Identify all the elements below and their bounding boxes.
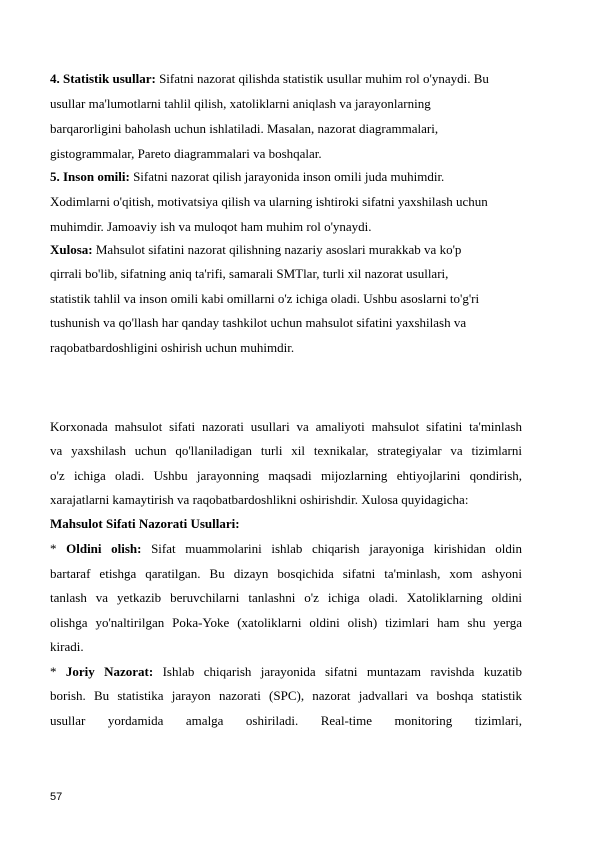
bullet: *	[50, 541, 57, 556]
item-text: Sifatni nazorat qilish jarayonida inson omili juda muhimdir.	[129, 169, 445, 184]
intro-paragraph-line: Korxonada mahsulot sifati nazorati usullari va amaliyoti mahsulot sifatini ta'minlash	[50, 419, 522, 434]
page-number: 57	[50, 791, 63, 803]
item-label: 5. Inson omili:	[50, 169, 130, 184]
text-line: tanlash va yetkazib beruvchilarni tanlashni o'z ichiga oladi. Xatoliklarning oldini	[50, 590, 522, 605]
conclusion-paragraph	[50, 242, 461, 258]
conclusion-label: Xulosa:	[50, 242, 93, 257]
text-line: Xodimlarni o'qitish, motivatsiya qilish va ularning ishtiroki sifatni yaxshilash uchun	[50, 194, 488, 209]
conclusion-text: Mahsulot sifatini nazorat qilishning nazariy asoslari murakkab va ko'p	[92, 242, 462, 257]
intro-paragraph-line: va yaxshilash uchun qo'llaniladigan turli xil texnikalar, strategiyalar va tizimlarni	[50, 443, 522, 458]
text-line: kiradi.	[50, 639, 84, 654]
text-line: qirrali bo'lib, sifatning aniq ta'rifi, samarali SMTlar, turli xil nazorat usullari,	[50, 266, 449, 281]
section-heading: Mahsulot Sifati Nazorati Usullari:	[50, 516, 240, 531]
text-line: gistogrammalar, Pareto diagrammalari va boshqalar.	[50, 146, 322, 161]
text-line: bartaraf etishga qaratilgan. Bu dizayn bosqichida sifatni ta'minlash, xom ashyoni	[50, 566, 522, 581]
text-line: borish. Bu statistika jarayon nazorati (SPC), nazorat jadvallari va boshqa statistik	[50, 688, 522, 703]
item-label: Oldini olish:	[66, 541, 142, 556]
bullet: *	[50, 664, 57, 679]
item-text: Sifat muammolarini ishlab chiqarish jarayoniga kirishidan oldin	[151, 541, 523, 556]
methods-item-statistical	[50, 71, 489, 87]
intro-paragraph-line: xarajatlarni kamaytirish va raqobatbardoshlikni oshirishdir. Xulosa quyidagicha:	[50, 492, 469, 507]
item-label: 4. Statistik usullar:	[50, 71, 156, 86]
list-item-current-control	[50, 664, 522, 680]
text-line: olishga yo'naltirilgan Poka-Yoke (xatoliklarni oldini olish) tizimlari ham shu yerga	[50, 615, 522, 630]
intro-paragraph-line: o'z ichiga oladi. Ushbu jarayonning maqsadi mijozlarning ehtiyojlarini qondirish,	[50, 468, 522, 483]
text-line: raqobatbardoshligini oshirish uchun muhimdir.	[50, 340, 295, 355]
text-line: muhimdir. Jamoaviy ish va muloqot ham muhim rol o'ynaydi.	[50, 219, 372, 234]
item-label: Joriy Nazorat:	[65, 664, 154, 679]
text-line: barqarorligini baholash uchun ishlatiladi. Masalan, nazorat diagrammalari,	[50, 121, 439, 136]
item-text: Ishlab chiqarish jarayonida sifatni muntazam ravishda kuzatib	[162, 664, 523, 679]
text-line: statistik tahlil va inson omili kabi omillarni o'z ichiga oladi. Ushbu asoslarni to'g'ri	[50, 291, 480, 306]
list-item-prevention	[50, 541, 522, 557]
methods-item-human-factor	[50, 169, 444, 185]
text-line: usullar yordamida amalga oshiriladi. Real-time monitoring tizimlari,	[50, 713, 522, 728]
text-line: tushunish va qo'llash har qanday tashkilot uchun mahsulot sifatini yaxshilash va	[50, 315, 467, 330]
item-text: Sifatni nazorat qilishda statistik usullar muhim rol o'ynaydi. Bu	[155, 71, 489, 86]
text-line: usullar ma'lumotlarni tahlil qilish, xatoliklarni aniqlash va jarayonlarning	[50, 96, 431, 111]
